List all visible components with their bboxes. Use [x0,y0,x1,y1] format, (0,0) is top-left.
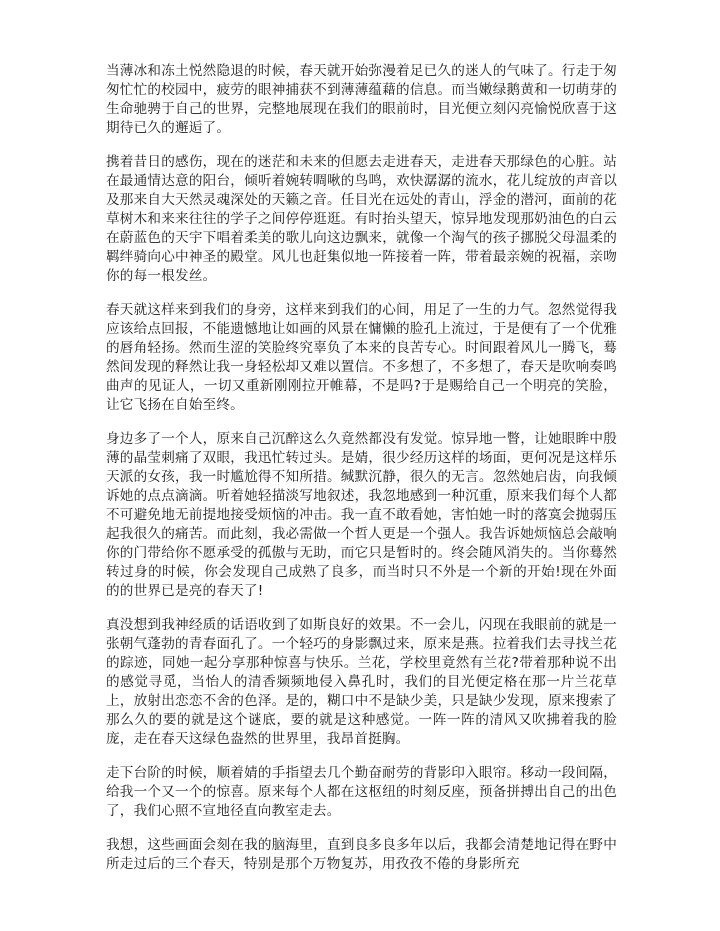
paragraph-2: 携着昔日的感伤，现在的迷茫和未来的但愿去走进春天，走进春天那绿色的心脏。站在最通情达意的阳台，倾听着婉转啁啾的鸟鸣，欢快潺潺的流水，花儿绽放的声音以及那来自大天然灵魂深处的天籁之音。任目光在远处的青山，浮金的潜河，面前的花草树木和来来往往的学子之间停停逛逛。有时抬头望天，惊异地发现那奶油色的白云在蔚蓝色的天宇下唱着柔美的歌儿向这边飘来，就像一个淘气的孩子挪脱父母温柔的羁绊骑向心中神圣的殿堂。风儿也赶集似地一阵接着一阵，带着最亲婉的祝福，亲吻你的每一根发丝。 [106,154,617,284]
paragraph-3: 春天就这样来到我们的身旁，这样来到我们的心间，用足了一生的力气。忽然觉得我应该给点回报，不能遗憾地让如画的风景在慵懒的脸孔上流过，于是便有了一个优雅的唇角轻扬。然而生涩的笑脸终究辜负了本来的良苦专心。时间跟着风儿一腾飞，蓦然间发现的释然让我一身轻松却又难以置信。不多想了，不多想了，春天是吹响奏鸣曲声的见证人，一切又重新刚刚拉开帷幕，不是吗?于是赐给自己一个明亮的笑脸，让它飞扬在自始至终。 [106,302,617,413]
paragraph-4: 身边多了一个人，原来自己沉醉这么久竟然都没有发觉。惊异地一瞥，让她眼眸中殷薄的晶莹刺痛了双眼，我迅忙转过头。是婧，很少经历这样的场面，更何况是这样乐天派的女孩，我一时尴尬得不知所措。缄默沉静，很久的无言。忽然她启齿，向我倾诉她的点点滴滴。听着她轻描淡写地叙述，我忽地感到一种沉重，原来我们每个人都不可避免地无前提地接受烦恼的冲击。我一直不敢看她，害怕她一时的落寞会抛弱压起我很久的痛苦。而此刻，我必需做一个哲人更是一个强人。我告诉她烦恼总会敲响你的门带给你不愿承受的孤傲与无助，而它只是暂时的。终会随风消失的。当你蓦然转过身的时候，你会发现自己成熟了良多，而当时只不外是一个新的开始!现在外面的的世界已是亮的春天了! [106,431,617,599]
paragraph-5: 真没想到我神经质的话语收到了如斯良好的效果。不一会儿，闪现在我眼前的就是一张朝气蓬勃的青春面孔了。一个轻巧的身影飘过来，原来是燕。拉着我们去寻找兰花的踪迹，同她一起分享那种惊喜与快乐。兰花，学校里竟然有兰花?带着那种说不出的感觉寻觅，当怡人的清香频频地侵入鼻孔时，我们的目光便定格在那一片兰花草上，放射出恋恋不舍的色泽。是的，糊口中不是缺少美，只是缺少发现，原来搜索了那么久的要的就是这个谜底，要的就是这种感觉。一阵一阵的清风又吹拂着我的脸庞，走在春天这绿色盎然的世界里，我昂首挺胸。 [106,617,617,747]
paragraph-7: 我想，这些画面会刻在我的脑海里，直到良多良多年以后，我都会清楚地记得在野中所走过后的三个春天，特别是那个万物复苏，用孜孜不倦的身影所充 [106,837,617,872]
paragraph-6: 走下台阶的时候，顺着婧的手指望去几个勤奋耐劳的背影印入眼帘。移动一段间隔，给我一个又一个的惊喜。原来每个人都在这枢纽的时刻反座，预备拼搏出自己的出色了，我们心照不宣地径直向教室走去。 [106,765,617,819]
paragraph-1: 当薄冰和冻土悦然隐退的时候，春天就开始弥漫着足已久的迷人的气味了。行走于匆匆忙忙的校园中，疲劳的眼神捕获不到薄薄蕴藉的信息。而当嫩绿鹅黄和一切萌芽的生命驰骋于自己的世界，完整地展现在我们的眼前时，目光便立刻闪亮愉悦欣喜于这期待已久的邂逅了。 [106,63,617,136]
